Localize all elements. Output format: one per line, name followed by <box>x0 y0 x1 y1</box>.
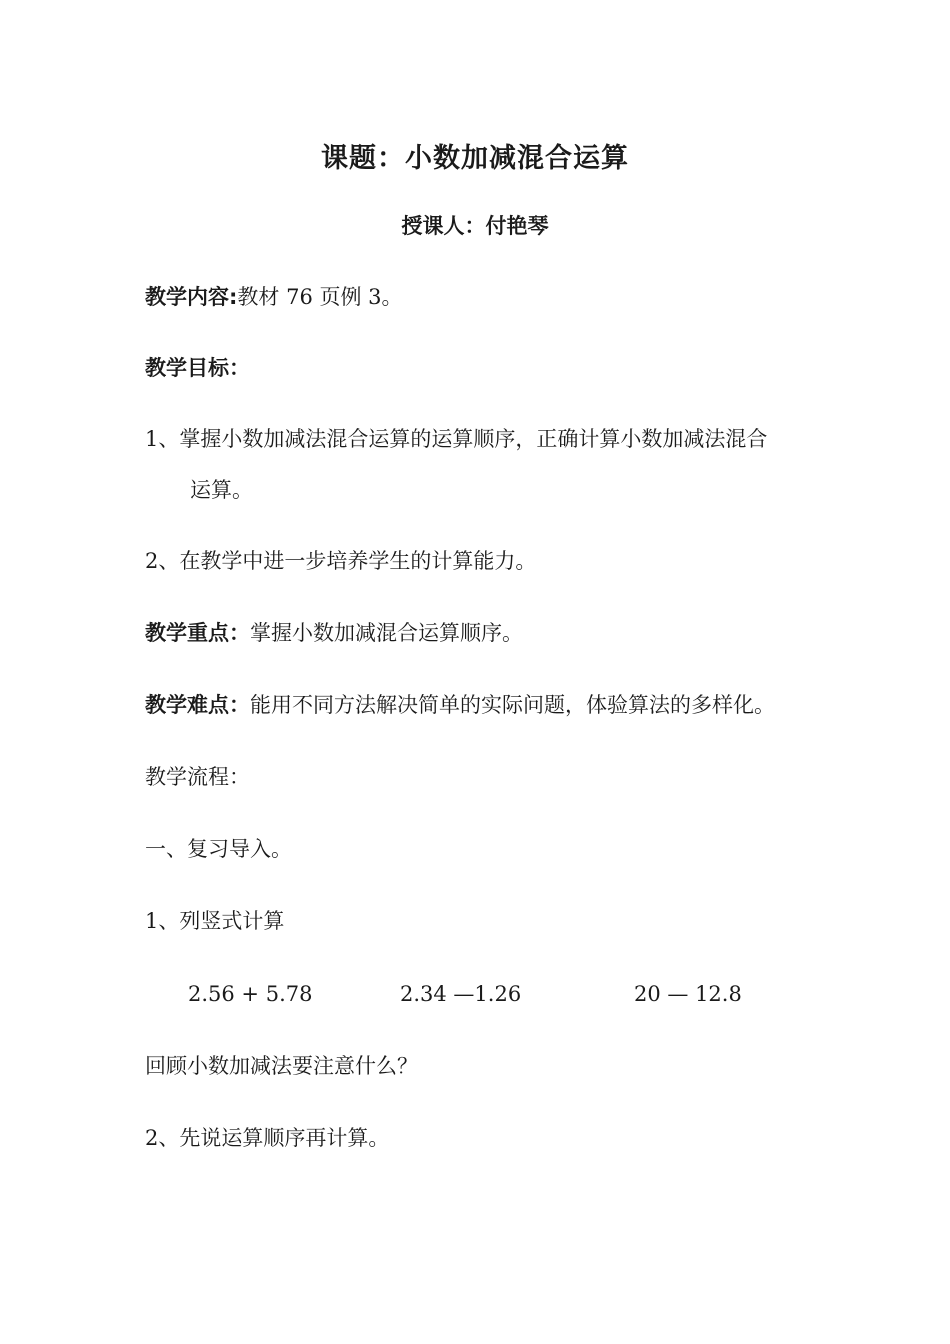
teaching-key-point <box>145 619 523 647</box>
teaching-process-label: 教学流程： <box>145 765 250 789</box>
item-1: 1、列竖式计算 <box>145 909 285 933</box>
item-2: 2、先说运算顺序再计算。 <box>145 1126 390 1150</box>
key-point-text: 掌握小数加减混合运算顺序。 <box>250 621 523 645</box>
goal-2: 2、在教学中进一步培养学生的计算能力。 <box>145 549 537 573</box>
teaching-content <box>145 283 403 311</box>
review-question: 回顾小数加减法要注意什么？ <box>145 1054 418 1078</box>
teacher-name: 授课人：付艳琴 <box>401 214 549 238</box>
section-1-heading: 一、复习导入。 <box>145 837 292 861</box>
calc-expression-2: 2.34 —1.26 <box>400 982 522 1006</box>
calc-expression-3: 20 — 12.8 <box>634 982 742 1006</box>
teaching-content-text: 教材 76 页例 3。 <box>237 285 403 309</box>
goal-1-line-1: 1、掌握小数加减法混合运算的运算顺序，正确计算小数加减法混合 <box>145 427 768 451</box>
calc-expression-1: 2.56 + 5.78 <box>188 982 313 1006</box>
difficulty-label: 教学难点： <box>145 693 250 717</box>
document-title: 课题：小数加减混合运算 <box>321 143 629 174</box>
key-point-label: 教学重点： <box>145 621 250 645</box>
teaching-difficulty <box>145 691 775 719</box>
teaching-goals-label: 教学目标： <box>145 356 250 380</box>
difficulty-text: 能用不同方法解决简单的实际问题，体验算法的多样化。 <box>250 693 775 717</box>
goal-1-line-2: 运算。 <box>190 478 253 502</box>
teaching-content-label: 教学内容: <box>145 285 238 309</box>
